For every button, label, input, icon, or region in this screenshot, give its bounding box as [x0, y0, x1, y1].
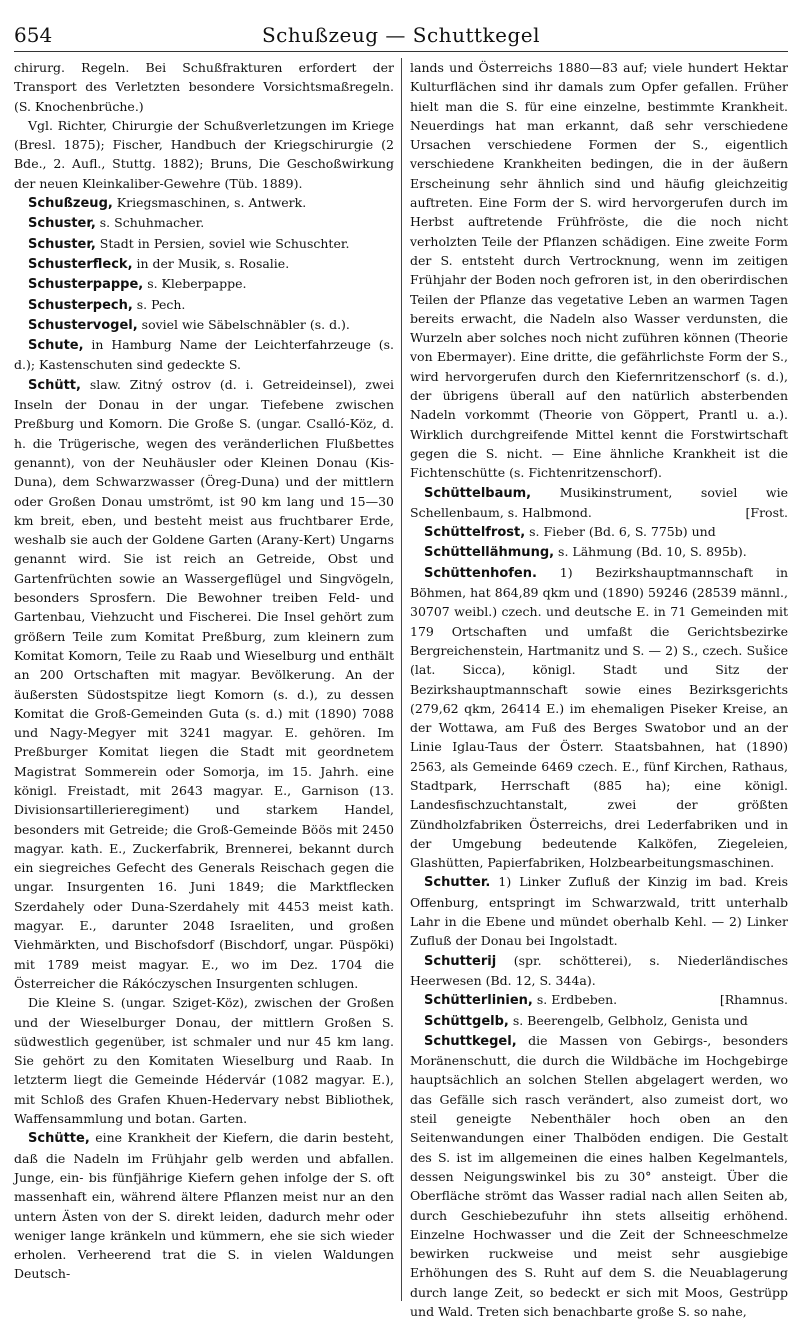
- dictionary-entry: [14, 274, 394, 294]
- dictionary-entry: [410, 542, 788, 562]
- text-paragraph: [410, 58, 788, 483]
- entry-headword: Schute,: [28, 338, 84, 354]
- dictionary-entry: [410, 1031, 788, 1321]
- carryover-fragment: [Frost.: [745, 504, 788, 520]
- entry-headword: Schusterpappe,: [28, 277, 144, 293]
- entry-text: in Hamburg Name der Leichterfahrzeuge (s. d.); Kastenschuten sind gedeckte S.: [14, 337, 394, 373]
- dictionary-entry: [14, 213, 394, 233]
- dictionary-entry: [14, 234, 394, 254]
- text-paragraph: [14, 58, 394, 116]
- dictionary-entry: [410, 522, 788, 542]
- text-paragraph: [14, 116, 394, 193]
- entry-text: s. Schuhmacher.: [95, 215, 205, 231]
- entry-text: Stadt in Persien, soviel wie Schuschter.: [95, 235, 350, 251]
- dictionary-entry: [410, 951, 788, 991]
- dictionary-entry: [410, 563, 788, 873]
- running-head: [14, 0, 788, 52]
- entry-text: s. Erdbeben.: [532, 992, 618, 1008]
- entry-text: s. Lähmung (Bd. 10, S. 895b).: [554, 544, 747, 560]
- entry-text: in der Musik, s. Rosalie.: [132, 255, 290, 271]
- dictionary-entry: [410, 1011, 788, 1031]
- dictionary-entry: [410, 483, 788, 523]
- entry-text: s. Pech.: [132, 296, 186, 312]
- dictionary-entry: [14, 193, 394, 213]
- page-title: Schußzeug — Schuttkegel: [261, 23, 541, 47]
- entry-text: soviel wie Säbelschnäbler (s. d.).: [137, 316, 350, 332]
- entry-headword: Schustervogel,: [28, 317, 138, 333]
- entry-headword: Schütterlinien,: [424, 993, 533, 1009]
- entry-headword: Schütte,: [28, 1131, 90, 1147]
- entry-text: Kriegsmaschinen, s. Antwerk.: [112, 195, 307, 211]
- entry-text: s. Fieber (Bd. 6, S. 775b) und: [525, 524, 716, 540]
- dictionary-entry: [410, 990, 788, 1010]
- right-column: [401, 58, 788, 1319]
- entry-headword: Schüttenhofen.: [424, 565, 537, 581]
- entry-headword: Schütt,: [28, 377, 81, 393]
- dictionary-entry: [14, 315, 394, 335]
- text-paragraph: [14, 993, 394, 1128]
- entry-headword: Schuster,: [28, 236, 96, 252]
- entry-headword: Schüttellähmung,: [424, 545, 555, 561]
- entry-text: chirurg. Regeln. Bei Schußfrakturen erfordert der Transport des Verletzten besondere Vorsichtsmaßregeln. (S. Knochenbrüche.): [14, 60, 394, 114]
- entry-text: Musikinstrument, soviel wie Schellenbaum, s. Halbmond.: [410, 484, 788, 520]
- dictionary-entry: [14, 335, 394, 375]
- entry-text: (spr. schötterei), s. Niederländisches Heerwesen (Bd. 12, S. 344a).: [410, 952, 788, 988]
- entry-headword: Schutter.: [424, 875, 491, 891]
- entry-headword: Schußzeug,: [28, 196, 113, 212]
- left-column: [14, 58, 401, 1301]
- dictionary-entry: [410, 872, 788, 950]
- entry-headword: Schüttelbaum,: [424, 485, 532, 501]
- entry-headword: Schuttkegel,: [424, 1033, 517, 1049]
- entry-text: eine Krankheit der Kiefern, die darin besteht, daß die Nadeln im Frühjahr gelb werden und abfallen. Junge, ein- bis fünfjährige Kiefern gehen infolge der S. oft massenhaft ein, während ältere Pflanzen meist nur an den untern Ästen von der S. direkt leiden, dadurch mehr oder weniger lange kränkeln und kümmern, ehe sie sich wieder erholen. Verheerend trat die S. in vielen Waldungen Deutsch-: [14, 1130, 394, 1282]
- entry-headword: Schusterfleck,: [28, 256, 133, 272]
- entry-text: Die Kleine S. (ungar. Sziget-Köz), zwischen der Großen und der Wieselburger Donau, der mittlern Großen S. südwestlich gegenüber, ist schmaler und nur 45 km lang. Sie gehört zu den Komitaten Wieselburg und Raab. In letzterm liegt die Gemeinde Hédervár (1082 magyar. E.), mit Schloß des Grafen Khuen-Hedervary nebst Bibliothek, Waffensammlung und botan. Garten.: [14, 995, 394, 1127]
- entry-headword: Schüttgelb,: [424, 1013, 509, 1029]
- entry-headword: Schusterpech,: [28, 297, 133, 313]
- entry-text: 1) Bezirkshauptmannschaft in Böhmen, hat 864,89 qkm und (1890) 59246 (28539 männl., 30707 weibl.) czech. und deutsche E. in 71 Gemeinden mit 179 Ortschaften und umfaßt die Gerichtsbezirke Bergreichenstein, Hartmanitz und S. — 2) S., czech. Sušice (lat. Sicca), königl. Stadt und Sitz der Bezirkshauptmannschaft sowie eines Bezirksgerichts (279,62 qkm, 26414 E.) im ehemaligen Piseker Kreise, an der Wottawa, am Fuß des Berges Swatobor und an der Linie Iglau-Taus der Österr. Staatsbahnen, hat (1890) 2563, als Gemeinde 6469 czech. E., fünf Kirchen, Rathaus, Stadtpark, Herrschaft (885 ha); eine königl. Landesfischzuchtanstalt, zwei der größten Zündholzfabriken Österreichs, drei Lederfabriken und in der Umgebung bedeutende Kalköfen, Ziegeleien, Glashütten, Papierfabriken, Holzbearbeitungsmaschinen.: [410, 564, 788, 871]
- entry-headword: Schutterij: [424, 953, 497, 969]
- dictionary-entry: [14, 254, 394, 274]
- text-columns: [14, 58, 788, 1319]
- dictionary-entry: [14, 375, 394, 994]
- entry-text: Vgl. Richter, Chirurgie der Schußverletzungen im Kriege (Bresl. 1875); Fischer, Handbuch der Kriegschirurgie (2 Bde., 2. Aufl., Stuttg. 1882); Bruns, Die Geschoßwirkung der neuen Kleinkaliber-Gewehre (Tüb. 1889).: [14, 117, 394, 191]
- page-number: 654: [14, 23, 53, 47]
- carryover-fragment: [Rhamnus.: [719, 992, 788, 1008]
- entry-headword: Schüttelfrost,: [424, 525, 526, 541]
- entry-text: 1) Linker Zufluß der Kinzig im bad. Kreis Offenburg, entspringt im Schwarzwald, tritt unterhalb Lahr in die Ebene und mündet oberhalb Kehl. — 2) Linker Zufluß der Donau bei Ingolstadt.: [410, 874, 788, 949]
- dictionary-entry: [14, 295, 394, 315]
- entry-headword: Schuster,: [28, 216, 96, 232]
- dictionary-entry: [14, 1128, 394, 1283]
- entry-text: slaw. Zitný ostrov (d. i. Getreideinsel), zwei Inseln der Donau in der ungar. Tiefebene zwischen Preßburg und Komorn. Die Große S. (ungar. Csalló-Köz, d. h. die Trügerische, wegen des veränderlichen Flußbettes genannt), von der Neuhäusler oder Kleinen Donau (Kis-Duna), dem Schwarzwasser (Öreg-Duna) und der mittlern oder Großen Donau umströmt, ist 90 km lang und 15—30 km breit, eben, und besteht meist aus fruchtbarer Erde, weshalb sie auch der Goldene Garten (Arany-Kert) Ungarns genannt wird. Sie ist reich an Getreide, Obst und Gartenfrüchten sowie an Wassergeflügel und Singvögeln, besonders Sprosfern. Die Bewohner treiben Feld- und Gartenbau, Viehzucht und Fischerei. Die Insel gehört zum größern Teile zum Komitat Preßburg, zum kleinern zum Komitat Komorn, Teile zu Raab und Wieselburg und enthält an 200 Ortschaften mit magyar. Bevölkerung. An der äußersten Südostspitze liegt Komorn (s. d.), zu dessen Komitat die Groß-Gemeinden Guta (s. d.) mit (1890) 7088 und Nagy-Megyer mit 3241 magyar. E. gehören. Im Preßburger Komitat liegen die Stadt mit geordnetem Magistrat Sommerein oder Somorja, im 15. Jahrh. eine königl. Freistadt, mit 2643 magyar. E., Garnison (13. Divisionsartillerieregiment) und starkem Handel, besonders mit Getreide; die Groß-Gemeinde Böös mit 2450 magyar. kath. E., Zuckerfabrik, Brennerei, bekannt durch ein siegreiches Gefecht des Generals Reischach gegen die ungar. Insurgenten 16. Juni 1849; die Marktflecken Szerdahely oder Duna-Szerdahely mit 4453 meist kath. magyar. E., darunter 2048 Israeliten, und großen Viehmärkten, und Bischofsdorf (Bischdorf, ungar. Püspöki) mit 1789 meist magyar. E., wo im Dez. 1704 die Österreicher die Rákóczyschen Insurgenten schlugen.: [14, 376, 394, 991]
- entry-text: die Massen von Gebirgs-, besonders Moränenschutt, die durch die Wildbäche im Hochgebirge hauptsächlich an solchen Stellen abgelagert werden, wo das Gefälle sich rasch verändert, also zumeist dort, wo steil geneigte Nebenthäler hoch oben an den Seitenwandungen einer Thalböden endigen. Die Gestalt des S. ist im allgemeinen die eines halben Kegelmantels, dessen Neigungswinkel bis zu 30° ansteigt. Über die Oberfläche strömt das Wasser radial nach allen Seiten ab, durch Geschiebezufuhr ihn stets allseitig erhöhend. Einzelne Hochwasser und die Zeit der Schneeschmelze bewirken ruckweise und meist sehr ausgiebige Erhöhungen des S. Ruht auf dem S. die Neuablagerung durch lange Zeit, so bedeckt er sich mit Moos, Gestrüpp und Wald. Treten sich benachbarte große S. so nahe,: [410, 1032, 788, 1319]
- entry-text: s. Beerengelb, Gelbholz, Genista und: [508, 1012, 748, 1028]
- entry-text: lands und Österreichs 1880—83 auf; viele hundert Hektar Kulturflächen sind ihr damals zum Opfer gefallen. Früher hielt man die S. für eine einzelne, bestimmte Krankheit. Neuerdings hat man erkannt, daß sehr verschiedene Ursachen verschiedene Formen der S., eigentlich verschiedene Krankheiten bedingen, die in der äußern Erscheinung sehr ähnlich sind und häufig gleichzeitig auftreten. Eine Form der S. wird hervorgerufen durch im Herbst auftretende Frühfröste, die die noch nicht verholzten Teile der Pflanzen schädigen. Eine zweite Form der S. entsteht durch Vertrocknung, wenn im zeitigen Frühjahr der Boden noch gefroren ist, in den oberirdischen Teilen der Pflanze das vegetative Leben an warmen Tagen bereits erwacht, die Nadeln also Wasser verdunsten, die Wurzeln aber solches noch nicht zuführen können (Theorie von Ebermayer). Eine dritte, die gefährlichste Form der S., wird hervorgerufen durch den Kiefernritzenschorf (s. d.), der übrigens überall auf den natürlich absterbenden Nadeln vorkommt (Theorie von Göppert, Prantl u. a.). Wirklich durchgreifende Mittel kennt die Forstwirtschaft gegen die S. nicht. — Eine ähnliche Krankheit ist die Fichtenschütte (s. Fichtenritzenschorf).: [410, 60, 788, 481]
- entry-text: s. Kleberpappe.: [143, 276, 247, 292]
